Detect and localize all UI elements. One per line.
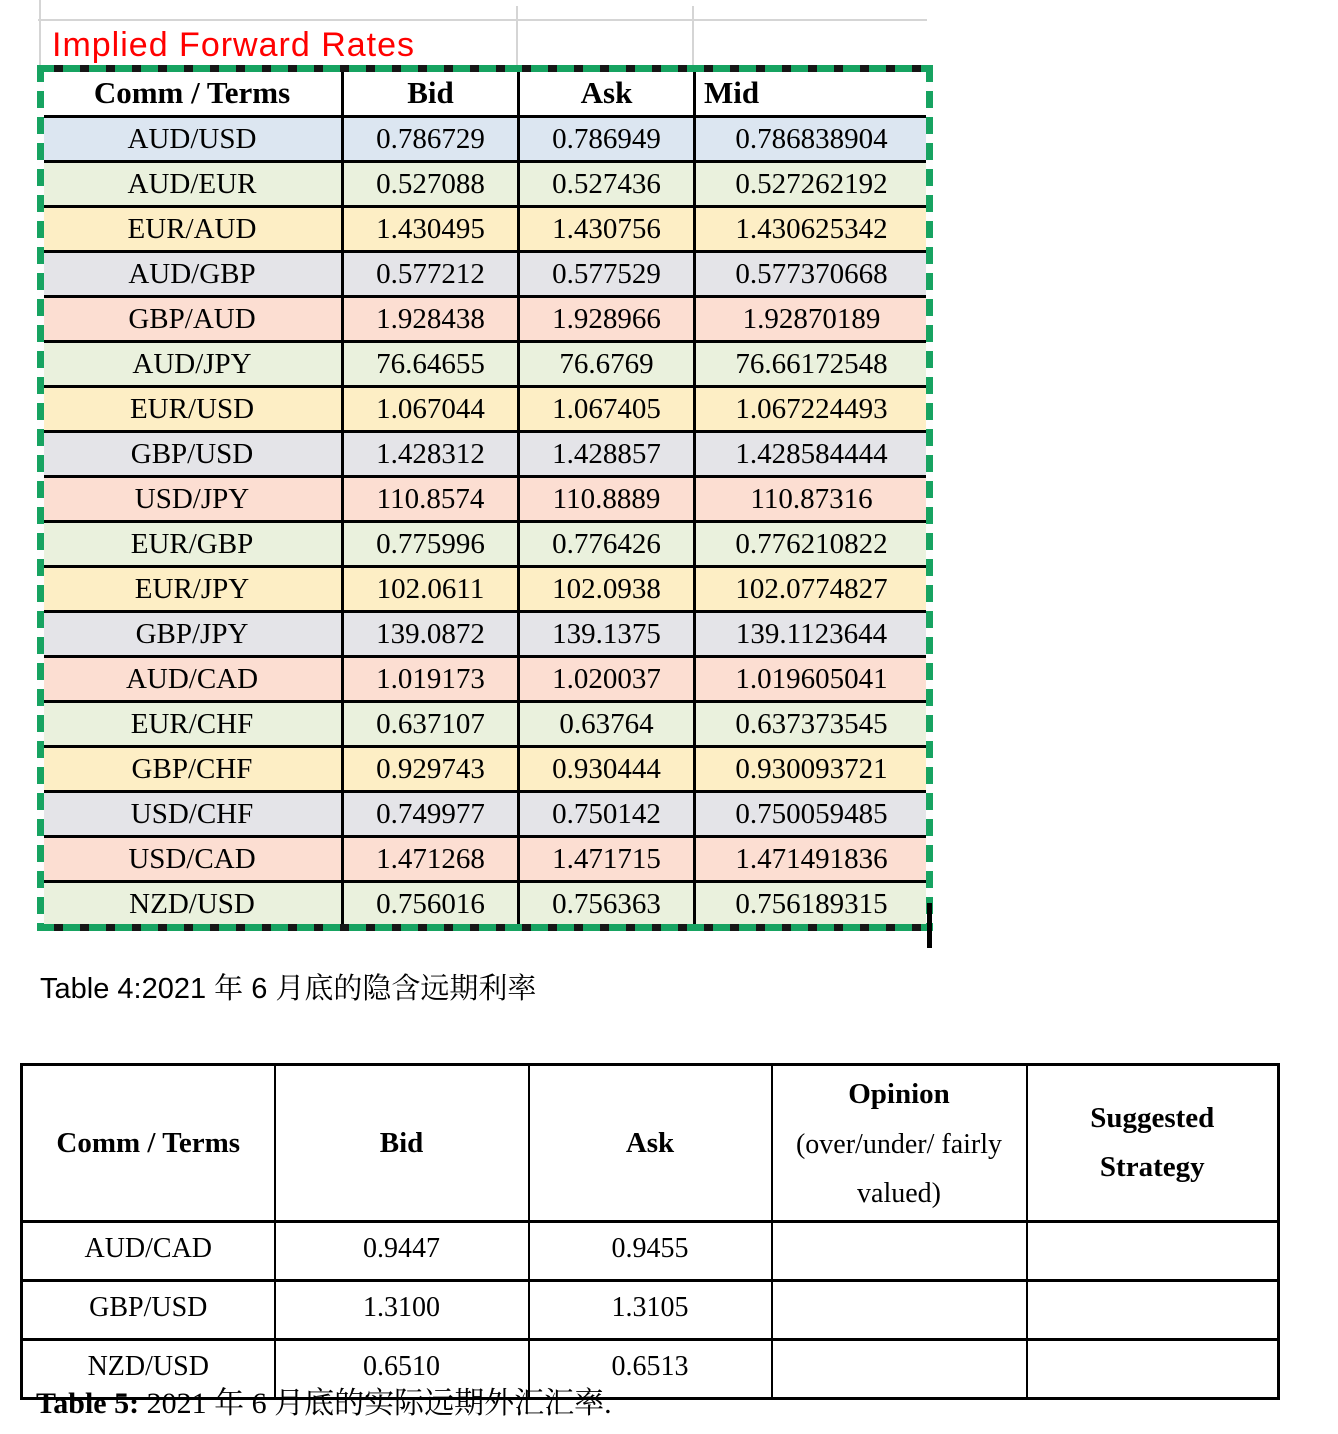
mid-cell: 1.067224493 — [695, 387, 929, 432]
ask-cell: 1.928966 — [519, 297, 695, 342]
pair-cell: EUR/USD — [42, 387, 343, 432]
col-header-suggested-strategy — [1027, 1065, 1279, 1222]
mid-cell: 76.66172548 — [695, 342, 929, 387]
table-row — [42, 792, 929, 837]
ask-cell: 0.527436 — [519, 162, 695, 207]
pair-cell: NZD/USD — [42, 882, 343, 927]
mid-cell: 0.756189315 — [695, 882, 929, 927]
pair-cell: NZD/USD — [22, 1340, 275, 1399]
pair-cell: EUR/GBP — [42, 522, 343, 567]
bid-cell: 0.527088 — [343, 162, 519, 207]
col-header-opinion — [772, 1065, 1027, 1222]
ask-cell: 0.577529 — [519, 252, 695, 297]
strategy-cell — [1027, 1222, 1279, 1281]
table-row — [42, 252, 929, 297]
ask-cell: 1.471715 — [519, 837, 695, 882]
strategy-label: Suggested Strategy — [1090, 1101, 1215, 1184]
mid-cell: 0.637373545 — [695, 702, 929, 747]
ask-cell: 1.3105 — [529, 1281, 772, 1340]
col-header-bid: Bid — [343, 70, 519, 117]
table-row — [42, 882, 929, 927]
opinion-cell — [772, 1281, 1027, 1340]
ask-cell: 1.020037 — [519, 657, 695, 702]
ask-cell: 0.750142 — [519, 792, 695, 837]
table-row — [22, 1222, 1279, 1281]
mid-cell: 0.930093721 — [695, 747, 929, 792]
bid-cell: 1.430495 — [343, 207, 519, 252]
mid-cell: 110.87316 — [695, 477, 929, 522]
bid-cell: 0.775996 — [343, 522, 519, 567]
col-header-bid: Bid — [275, 1065, 529, 1222]
col-header-comm-terms: Comm / Terms — [22, 1065, 275, 1222]
mid-cell: 139.1123644 — [695, 612, 929, 657]
bid-cell: 1.471268 — [343, 837, 519, 882]
text-cursor — [927, 903, 932, 948]
pair-cell: EUR/CHF — [42, 702, 343, 747]
bid-cell: 1.3100 — [275, 1281, 529, 1340]
table-row — [42, 342, 929, 387]
bid-cell: 0.786729 — [343, 117, 519, 162]
table-row — [42, 567, 929, 612]
table4-caption: Table 4:2021 年 6 月底的隐含远期利率 — [40, 973, 537, 1005]
table-row — [42, 702, 929, 747]
bid-cell: 0.756016 — [343, 882, 519, 927]
ask-cell: 102.0938 — [519, 567, 695, 612]
header-row — [22, 1065, 1279, 1222]
table-row — [42, 612, 929, 657]
mid-cell: 1.430625342 — [695, 207, 929, 252]
mid-cell: 0.750059485 — [695, 792, 929, 837]
pair-cell: GBP/AUD — [42, 297, 343, 342]
pair-cell: GBP/JPY — [42, 612, 343, 657]
table-row — [42, 432, 929, 477]
col-header-ask: Ask — [519, 70, 695, 117]
mid-cell: 0.527262192 — [695, 162, 929, 207]
excel-gridline — [39, 0, 41, 68]
table5-caption-label: Table 5: — [36, 1387, 140, 1420]
bid-cell: 110.8574 — [343, 477, 519, 522]
bid-cell: 0.6510 — [275, 1340, 529, 1399]
mid-cell: 1.428584444 — [695, 432, 929, 477]
table-row — [22, 1281, 1279, 1340]
strategy-cell — [1027, 1281, 1279, 1340]
mid-cell: 1.471491836 — [695, 837, 929, 882]
mid-cell: 0.786838904 — [695, 117, 929, 162]
ask-cell: 0.786949 — [519, 117, 695, 162]
ask-cell: 1.430756 — [519, 207, 695, 252]
fx-rates-table-body — [22, 1222, 1279, 1399]
ask-cell: 110.8889 — [519, 477, 695, 522]
fx-rates-table — [20, 1063, 1280, 1400]
bid-cell: 0.749977 — [343, 792, 519, 837]
ask-cell: 0.756363 — [519, 882, 695, 927]
bid-cell: 139.0872 — [343, 612, 519, 657]
bid-cell: 1.019173 — [343, 657, 519, 702]
pair-cell: USD/CAD — [42, 837, 343, 882]
excel-gridline — [516, 6, 518, 68]
table-row — [42, 297, 929, 342]
table5-caption — [36, 1378, 612, 1422]
header-row — [42, 70, 929, 117]
col-header-mid: Mid — [695, 70, 929, 117]
col-header-comm-terms: Comm / Terms — [42, 70, 343, 117]
pair-cell: GBP/USD — [22, 1281, 275, 1340]
ask-cell: 0.6513 — [529, 1340, 772, 1399]
pair-cell: EUR/JPY — [42, 567, 343, 612]
bid-cell: 0.637107 — [343, 702, 519, 747]
mid-cell: 0.776210822 — [695, 522, 929, 567]
bid-cell: 76.64655 — [343, 342, 519, 387]
col-header-ask: Ask — [529, 1065, 772, 1222]
opinion-cell — [772, 1222, 1027, 1281]
table-row — [42, 207, 929, 252]
bid-cell: 1.428312 — [343, 432, 519, 477]
pair-cell: AUD/CAD — [22, 1222, 275, 1281]
ask-cell: 0.9455 — [529, 1222, 772, 1281]
pair-cell: AUD/GBP — [42, 252, 343, 297]
pair-cell: AUD/CAD — [42, 657, 343, 702]
ask-cell: 1.067405 — [519, 387, 695, 432]
mid-cell: 0.577370668 — [695, 252, 929, 297]
pair-cell: USD/CHF — [42, 792, 343, 837]
ask-cell: 0.776426 — [519, 522, 695, 567]
fx-rates-region — [20, 1063, 1280, 1400]
table5-caption-text: 2021 年 6 月底的实际远期外汇汇率. — [139, 1387, 612, 1420]
ask-cell: 0.63764 — [519, 702, 695, 747]
table-row — [42, 522, 929, 567]
bid-cell: 102.0611 — [343, 567, 519, 612]
table-row — [42, 162, 929, 207]
mid-cell: 1.92870189 — [695, 297, 929, 342]
opinion-cell — [772, 1340, 1027, 1399]
pair-cell: AUD/USD — [42, 117, 343, 162]
ask-cell: 0.930444 — [519, 747, 695, 792]
excel-gridline — [38, 19, 927, 21]
pair-cell: USD/JPY — [42, 477, 343, 522]
pair-cell: AUD/EUR — [42, 162, 343, 207]
table-row — [42, 657, 929, 702]
pair-cell: GBP/USD — [42, 432, 343, 477]
ask-cell: 1.428857 — [519, 432, 695, 477]
bid-cell: 0.929743 — [343, 747, 519, 792]
table-row — [42, 477, 929, 522]
bid-cell: 1.067044 — [343, 387, 519, 432]
excel-gridline — [692, 6, 694, 68]
table-row — [42, 837, 929, 882]
opinion-sublabel: (over/under/ fairly valued) — [795, 1129, 1003, 1210]
ask-cell: 139.1375 — [519, 612, 695, 657]
table-row — [42, 117, 929, 162]
bid-cell: 0.577212 — [343, 252, 519, 297]
pair-cell: EUR/AUD — [42, 207, 343, 252]
mid-cell: 102.0774827 — [695, 567, 929, 612]
table-row — [42, 387, 929, 432]
bid-cell: 0.9447 — [275, 1222, 529, 1281]
table-row — [42, 747, 929, 792]
spreadsheet-title: Implied Forward Rates — [52, 26, 416, 64]
opinion-label: Opinion — [848, 1078, 950, 1110]
mid-cell: 1.019605041 — [695, 657, 929, 702]
pair-cell: GBP/CHF — [42, 747, 343, 792]
ask-cell: 76.6769 — [519, 342, 695, 387]
pair-cell: AUD/JPY — [42, 342, 343, 387]
forward-rates-region — [40, 68, 930, 928]
forward-rates-table — [40, 68, 930, 928]
bid-cell: 1.928438 — [343, 297, 519, 342]
strategy-cell — [1027, 1340, 1279, 1399]
forward-rates-table-body — [42, 117, 929, 927]
